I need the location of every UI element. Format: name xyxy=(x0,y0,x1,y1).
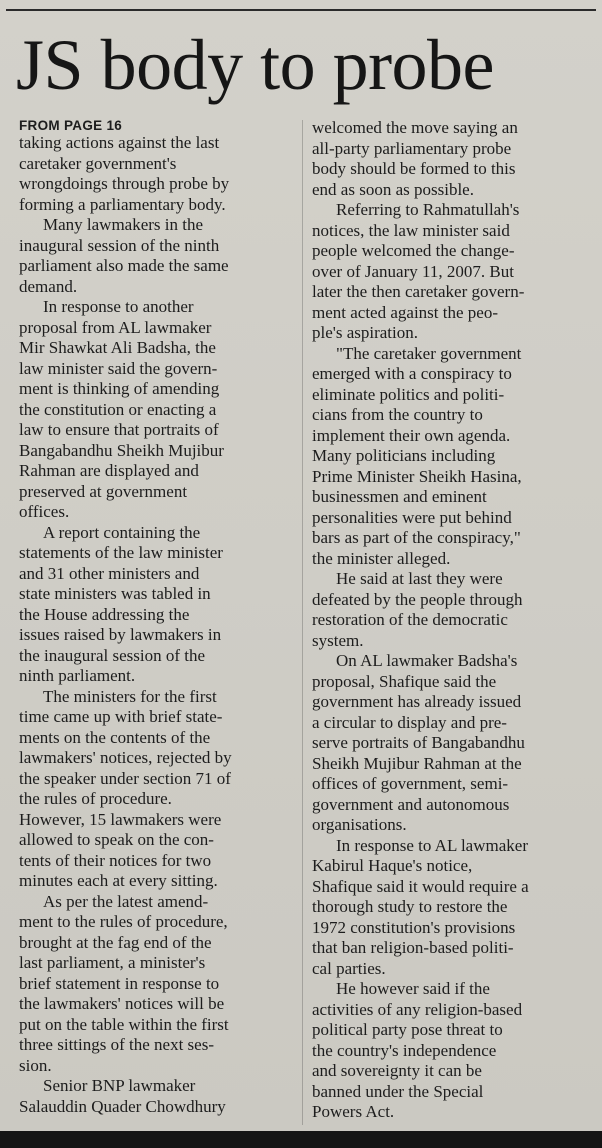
text-line: In response to AL lawmaker xyxy=(336,835,528,855)
text-line: political party pose threat to xyxy=(312,1020,503,1039)
text-line: He said at last they were xyxy=(336,569,503,588)
text-line: restoration of the democratic xyxy=(312,610,508,629)
text-line: taking actions against the last xyxy=(19,133,220,152)
paragraph xyxy=(312,118,587,1123)
text-line: the lawmakers' notices will be xyxy=(19,994,225,1013)
text-line: law minister said the govern- xyxy=(19,358,218,378)
text-line: offices. xyxy=(19,502,70,521)
text-line: eliminate politics and politi- xyxy=(312,384,505,404)
text-line: brief statement in response to xyxy=(19,973,220,993)
text-line: Sheikh Mujibur Rahman at the xyxy=(312,753,522,773)
text-line: personalities were put behind xyxy=(312,507,512,527)
text-line: banned under the Special xyxy=(312,1081,484,1101)
bottom-edge xyxy=(0,1131,602,1148)
text-line: ment to the rules of procedure, xyxy=(19,912,228,931)
text-line: lawmakers' notices, rejected by xyxy=(19,748,232,767)
text-line: demand. xyxy=(19,276,78,296)
text-line: the speaker under section 71 of xyxy=(19,768,231,788)
text-line: Mir Shawkat Ali Badsha, the xyxy=(19,338,216,357)
text-line: the inaugural session of the xyxy=(19,645,206,665)
text-line: ment acted against the peo- xyxy=(312,302,498,322)
text-line: time came up with brief state- xyxy=(19,707,223,726)
text-line: the minister alleged. xyxy=(312,548,451,568)
text-line: However, 15 lawmakers were xyxy=(19,809,222,829)
text-line: Many politicians including xyxy=(312,446,496,465)
text-line: issues raised by lawmakers in xyxy=(19,625,222,644)
text-line: "The caretaker government xyxy=(336,343,522,363)
text-line: A report containing the xyxy=(43,522,201,542)
text-line: Salauddin Quader Chowdhury xyxy=(19,1096,226,1116)
text-line: proposal, Shafique said the xyxy=(312,671,497,691)
text-line: offices of government, semi- xyxy=(312,774,509,793)
text-line: law to ensure that portraits of xyxy=(19,420,219,439)
text-line: tents of their notices for two xyxy=(19,850,212,870)
text-line: serve portraits of Bangabandhu xyxy=(312,733,525,752)
left-column xyxy=(19,117,294,1117)
text-line: welcomed the move saying an xyxy=(312,118,518,137)
text-line: last parliament, a minister's xyxy=(19,953,206,972)
text-line: state ministers was tabled in xyxy=(19,584,211,603)
text-line: cians from the country to xyxy=(312,405,483,424)
text-line: businessmen and eminent xyxy=(312,487,487,506)
column-divider xyxy=(302,120,303,1125)
text-line: caretaker government's xyxy=(19,153,177,173)
text-line: notices, the law minister said xyxy=(312,220,510,240)
text-line: three sittings of the next ses- xyxy=(19,1035,214,1054)
text-line: emerged with a conspiracy to xyxy=(312,364,512,383)
text-line: the House addressing the xyxy=(19,604,190,624)
text-line: the rules of procedure. xyxy=(19,789,172,808)
text-line: the country's independence xyxy=(312,1040,497,1060)
text-line: allowed to speak on the con- xyxy=(19,830,214,849)
text-line: put on the table within the first xyxy=(19,1014,229,1034)
text-line: brought at the fag end of the xyxy=(19,932,212,952)
text-line: and 31 other ministers and xyxy=(19,563,200,583)
text-line: He however said if the xyxy=(336,979,490,998)
text-line: The ministers for the first xyxy=(43,686,217,706)
text-line: On AL lawmaker Badsha's xyxy=(336,651,518,670)
text-line: over of January 11, 2007. But xyxy=(312,261,514,281)
top-rule xyxy=(6,9,596,11)
text-line: ninth parliament. xyxy=(19,666,136,685)
text-line: Shafique said it would require a xyxy=(312,876,529,896)
text-line: system. xyxy=(312,630,364,650)
kicker: FROM PAGE 16 xyxy=(19,118,123,133)
text-line: and sovereignty it can be xyxy=(312,1061,482,1080)
text-line: proposal from AL lawmaker xyxy=(19,317,212,337)
text-line: statements of the law minister xyxy=(19,543,223,562)
text-line: bars as part of the conspiracy," xyxy=(312,528,521,547)
text-line: Senior BNP lawmaker xyxy=(43,1076,196,1095)
text-line: minutes each at every sitting. xyxy=(19,871,218,890)
text-line: ment is thinking of amending xyxy=(19,379,220,398)
text-line: that ban religion-based politi- xyxy=(312,938,514,957)
text-line: implement their own agenda. xyxy=(312,425,511,445)
text-line: activities of any religion-based xyxy=(312,999,523,1019)
text-line: end as soon as possible. xyxy=(312,179,474,199)
text-line: cal parties. xyxy=(312,958,386,978)
text-line: all-party parliamentary probe xyxy=(312,138,512,158)
text-line: a circular to display and pre- xyxy=(312,712,507,732)
text-line: defeated by the people through xyxy=(312,589,523,609)
text-line: Rahman are displayed and xyxy=(19,461,199,480)
text-line: Bangabandhu Sheikh Mujibur xyxy=(19,440,224,460)
text-line: As per the latest amend- xyxy=(43,891,209,911)
text-line: parliament also made the same xyxy=(19,256,229,275)
text-line: Prime Minister Sheikh Hasina, xyxy=(312,466,522,486)
text-line: Kabirul Haque's notice, xyxy=(312,856,473,875)
paragraph xyxy=(19,133,294,1117)
text-line: Powers Act. xyxy=(312,1102,395,1121)
text-line: organisations. xyxy=(312,815,407,834)
text-line: people welcomed the change- xyxy=(312,241,515,260)
text-line: Referring to Rahmatullah's xyxy=(336,200,520,219)
text-line: inaugural session of the ninth xyxy=(19,235,220,255)
text-line: preserved at government xyxy=(19,481,188,501)
right-column xyxy=(312,118,587,1123)
headline: JS body to probe xyxy=(16,25,494,105)
text-line: sion. xyxy=(19,1055,52,1075)
text-line: ple's aspiration. xyxy=(312,323,418,342)
text-line: later the then caretaker govern- xyxy=(312,282,525,301)
text-line: forming a parliamentary body. xyxy=(19,194,226,214)
text-line: thorough study to restore the xyxy=(312,897,508,916)
text-line: wrongdoings through probe by xyxy=(19,174,230,193)
text-line: In response to another xyxy=(43,297,194,316)
text-line: Many lawmakers in the xyxy=(43,215,204,234)
text-line: the constitution or enacting a xyxy=(19,399,217,419)
text-line: body should be formed to this xyxy=(312,159,516,178)
text-line: ments on the contents of the xyxy=(19,727,211,747)
text-line: government has already issued xyxy=(312,692,522,711)
text-line: 1972 constitution's provisions xyxy=(312,917,516,937)
text-line: government and autonomous xyxy=(312,794,510,814)
